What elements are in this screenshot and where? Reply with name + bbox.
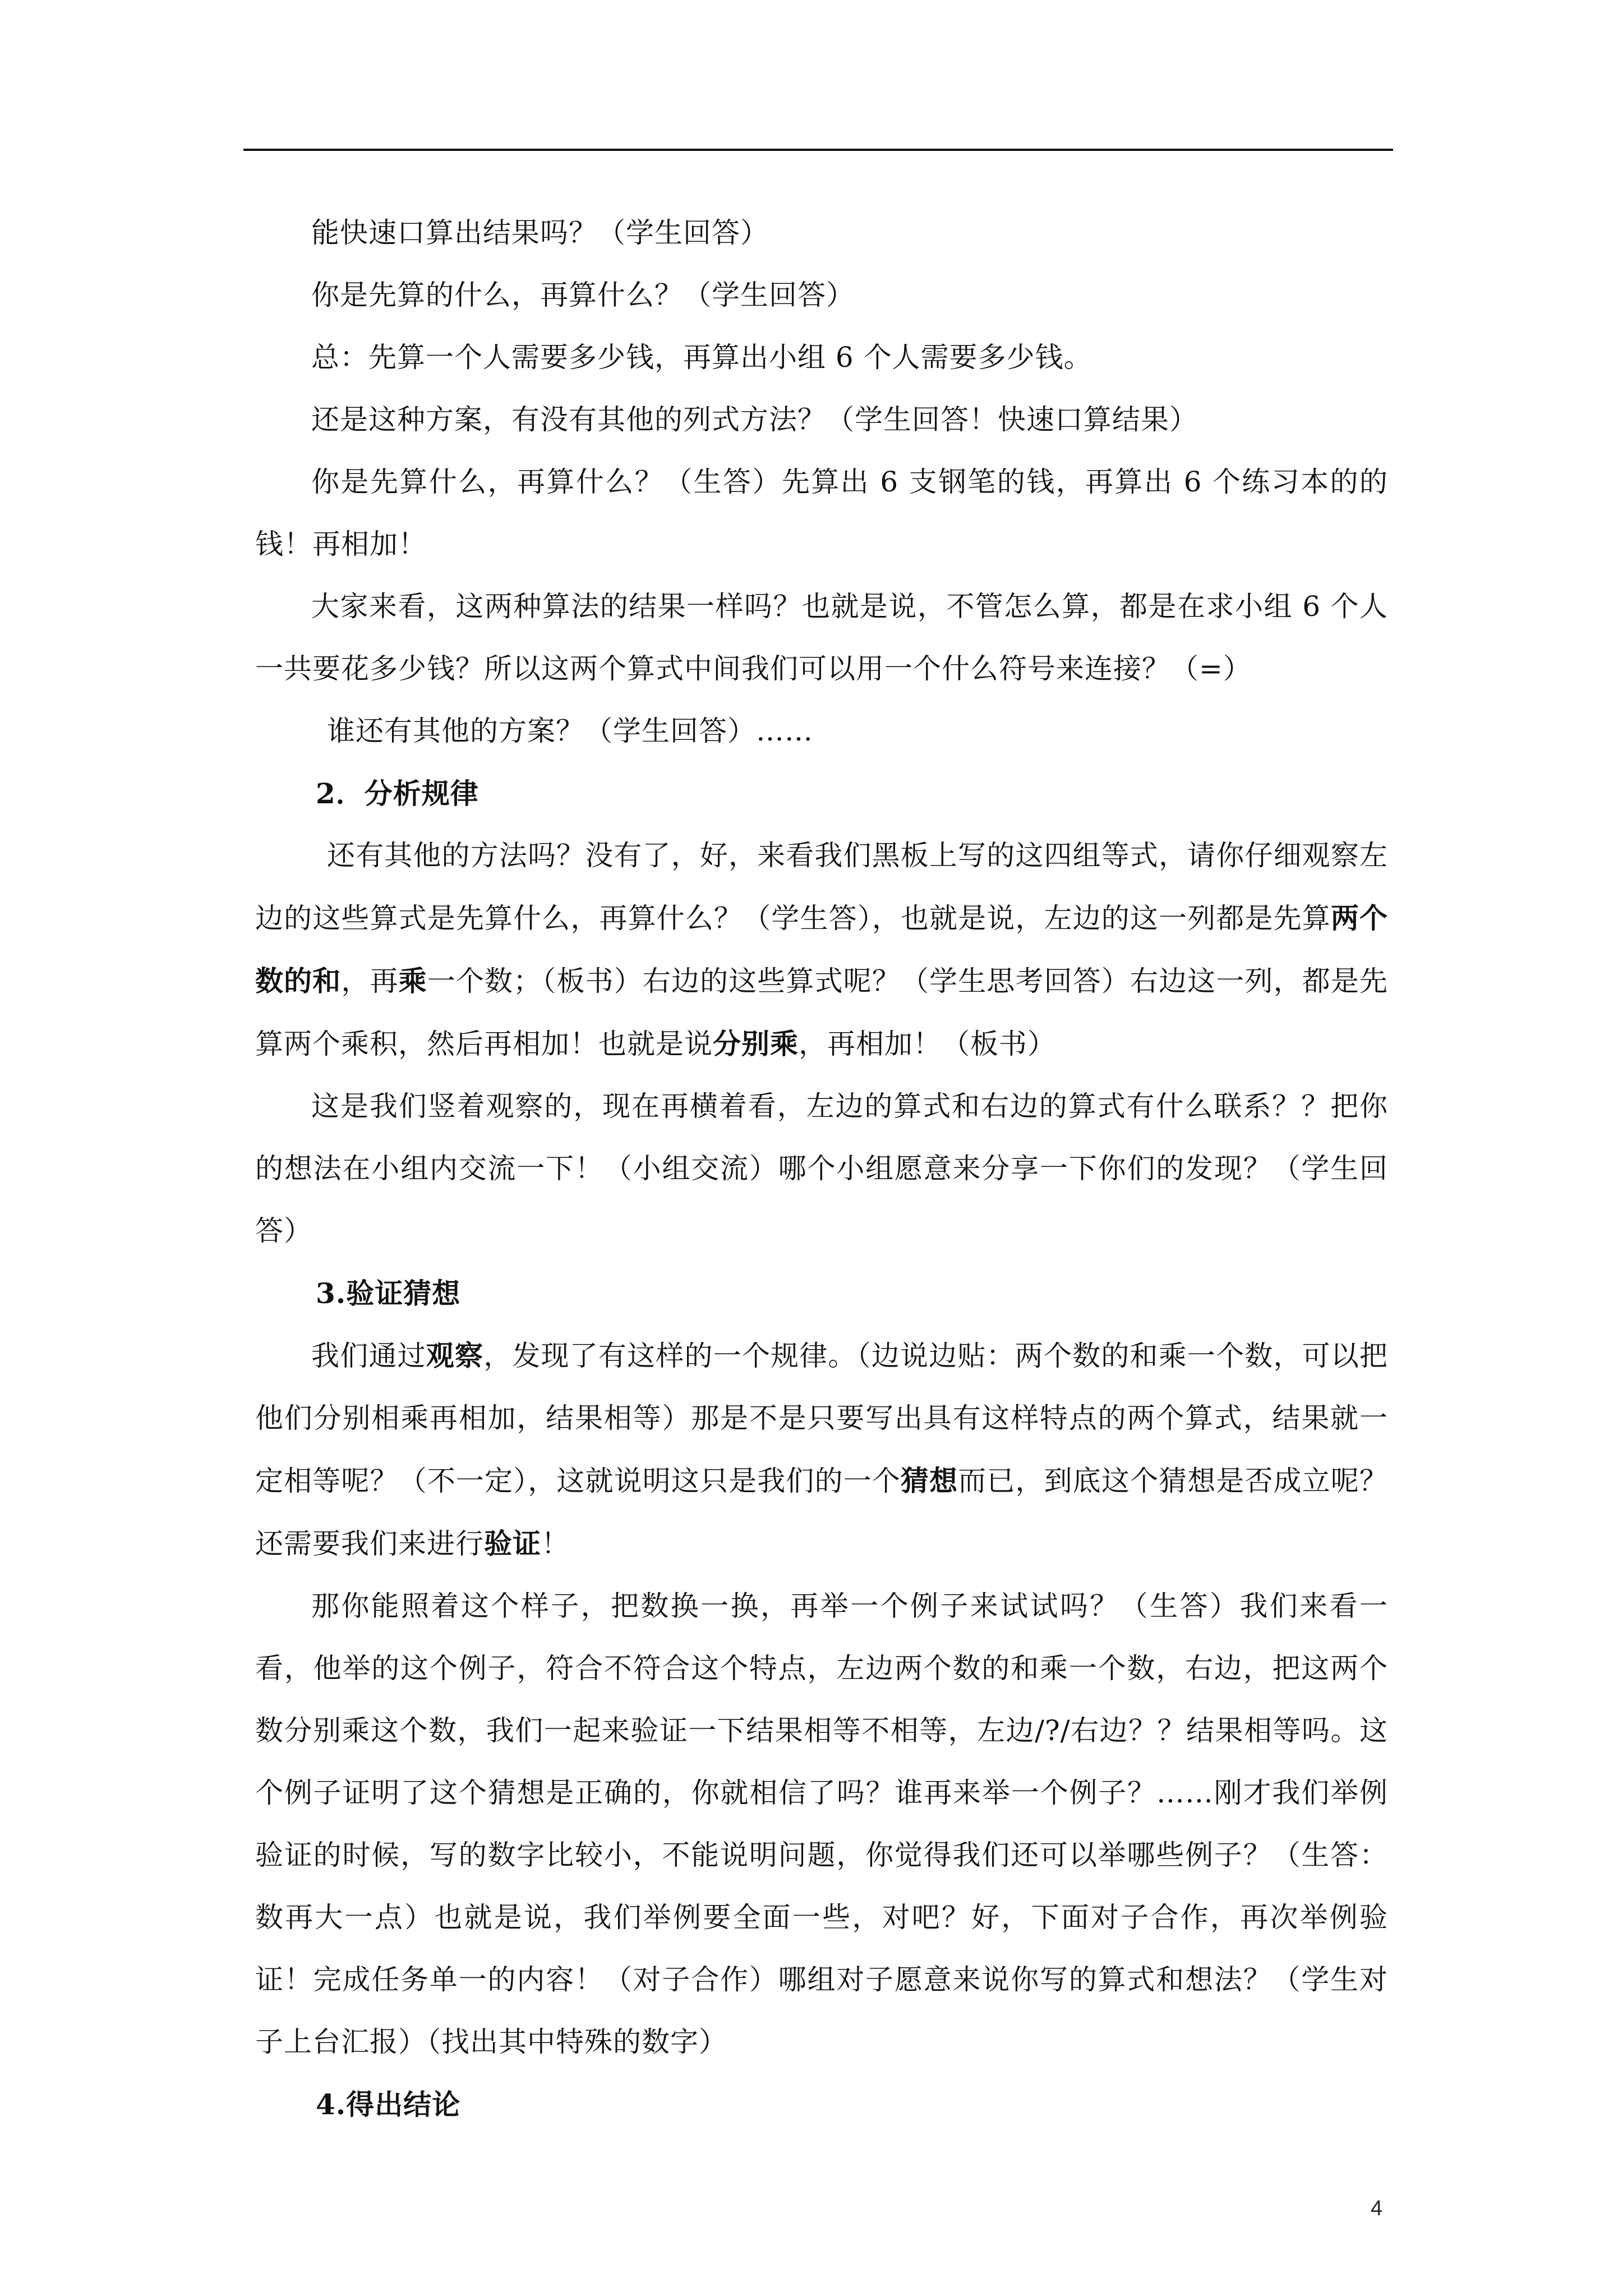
paragraph: [255, 825, 1388, 1075]
text-run: 我们通过: [311, 1340, 426, 1372]
text-run: ，再相加！（板书）: [799, 1028, 1056, 1060]
emphasis: 乘: [398, 964, 427, 997]
page-number: 4: [1371, 2197, 1383, 2220]
text-run: ，再: [341, 965, 399, 997]
paragraph: 大家来看，这两种算法的结果一样吗？也就是说，不管怎么算，都是在求小组 6 个人一共要花多少钱？所以这两个算式中间我们可以用一个什么符号来连接？（=）: [255, 590, 1388, 685]
section-heading-verify-conjecture: 3.验证猜想: [316, 1277, 461, 1310]
text-run: 而已，到底这个猜想是否成立呢？还需要我们来进行: [255, 1465, 1389, 1560]
emphasis: 验证: [484, 1527, 541, 1560]
document-body: [255, 202, 1388, 2136]
paragraph: [255, 1324, 1388, 1575]
emphasis: 分别乘: [713, 1027, 799, 1060]
emphasis: 猜想: [900, 1464, 958, 1497]
paragraph: 能快速口算出结果吗？（学生回答）: [311, 217, 769, 249]
paragraph: 你是先算的什么，再算什么？（学生回答）: [311, 279, 855, 311]
paragraph: 你是先算什么，再算什么？（生答）先算出 6 支钢笔的钱，再算出 6 个练习本的的钱！再相加！: [255, 466, 1388, 560]
emphasis: 观察: [426, 1339, 484, 1372]
text-run: 还有其他的方法吗？没有了，好，来看我们黑板上写的这四组等式，请你仔细观察左边的这些算式是先算什么，再算什么？（学生答），也就是说，左边的这一列都是先算: [255, 839, 1388, 935]
paragraph: 还是这种方案，有没有其他的列式方法？（学生回答！快速口算结果）: [311, 403, 1198, 436]
text-run: ！: [541, 1527, 570, 1560]
header-rule: [243, 149, 1393, 151]
text-run: ，发现了有这样的一个规律。（边说边贴：两个数的和乘一个数，可以把他们分别相乘再相加，结果相等）那是不是只要写出具有这样特点的两个算式，结果就一定相等呢？（不一定），这就说明这只是我们的一个: [255, 1340, 1389, 1497]
paragraph: 那你能照着这个样子，把数换一换，再举一个例子来试试吗？（生答）我们来看一看，他举的这个例子，符合不符合这个特点，左边两个数的和乘一个数，右边，把这两个数分别乘这个数，我们一起来验证一下结果相等不相等，左边/?/右边？？结果相等吗。这个例子证明了这个猜想是正确的，你就相信了吗？谁再来举一个例子？……刚才我们举例验证的时候，写的数字比较小，不能说明问题，你觉得我们还可以举哪些例子？（生答：数再大一点）也就是说，我们举例要全面一些，对吧？好，下面对子合作，再次举例验证！完成任务单一的内容！（对子合作）哪组对子愿意来说你写的算式和想法？（学生对子上台汇报）（找出其中特殊的数字）: [255, 1590, 1388, 2058]
paragraph: 谁还有其他的方案？（学生回答）……: [327, 715, 813, 747]
text-run: 一个数；（板书）右边的这些算式呢？（学生思考回答）右边这一列，都是先算两个乘积，然后再相加！也就是说: [255, 965, 1389, 1060]
paragraph: 总：先算一个人需要多少钱，再算出小组 6 个人需要多少钱。: [311, 341, 1092, 374]
section-heading-conclusion: 4.得出结论: [316, 2088, 461, 2121]
section-heading-analyze-pattern: 2．分析规律: [316, 777, 479, 810]
emphasis: 两个数的和: [255, 901, 1389, 997]
paragraph: 这是我们竖着观察的，现在再横着看，左边的算式和右边的算式有什么联系？？把你的想法在小组内交流一下！（小组交流）哪个小组愿意来分享一下你们的发现？（学生回答）: [255, 1090, 1388, 1247]
